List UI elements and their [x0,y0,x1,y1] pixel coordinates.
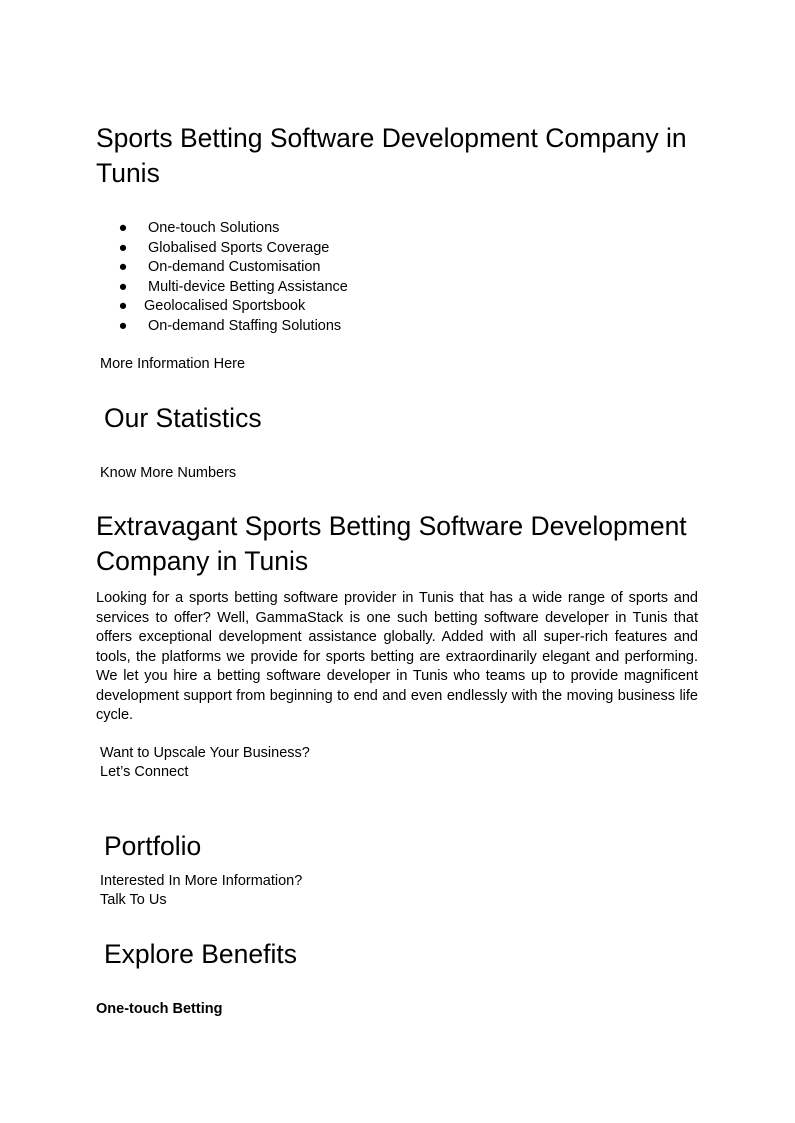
bullet-icon: ● [118,317,128,334]
bullet-icon: ● [118,278,128,295]
benefit-title: One-touch Betting [96,1001,223,1017]
more-information-question: Interested In More Information? [100,873,303,889]
list-item [117,258,348,278]
statistics-heading: Our Statistics [104,403,262,433]
feature-label: Multi-device Betting Assistance [148,278,348,295]
list-item [117,239,348,259]
feature-label: On-demand Customisation [148,259,321,275]
know-more-numbers-link[interactable]: Know More Numbers [100,465,237,481]
talk-to-us-link[interactable]: Talk To Us [100,892,167,908]
bullet-icon: ● [118,259,128,275]
list-item [117,278,348,298]
list-item [117,219,348,239]
lets-connect-link[interactable]: Let’s Connect [100,764,189,780]
portfolio-heading: Portfolio [104,831,202,861]
upscale-question: Want to Upscale Your Business? [100,745,310,761]
benefits-heading: Explore Benefits [104,939,297,969]
list-item [117,297,348,317]
feature-label: Geolocalised Sportsbook [144,298,306,314]
bullet-icon: ● [118,239,128,256]
feature-label: Globalised Sports Coverage [148,239,330,256]
bullet-icon: ● [118,298,128,314]
feature-list [117,219,348,336]
list-item [117,317,348,337]
feature-label: One-touch Solutions [148,220,280,236]
extravagant-heading: Extravagant Sports Betting Software Development Company in Tunis [96,511,687,576]
page-title: Sports Betting Software Development Company in Tunis [96,123,687,188]
bullet-icon: ● [118,220,128,236]
more-information-link[interactable]: More Information Here [100,356,246,372]
feature-label: On-demand Staffing Solutions [148,317,342,334]
intro-paragraph: Looking for a sports betting software provider in Tunis that has a wide range of sports and services to offer? Well, GammaStack is one such betting software developer in Tunis that offers exceptional development assistance globally. Added with all super-rich features and tools, the platforms we provide for sports betting are extraordinarily elegant and performing. We let you hire a betting software developer in Tunis who teams up to provide magnificent development support from beginning to end and even endlessly with the moving business life cycle. [96,590,698,723]
